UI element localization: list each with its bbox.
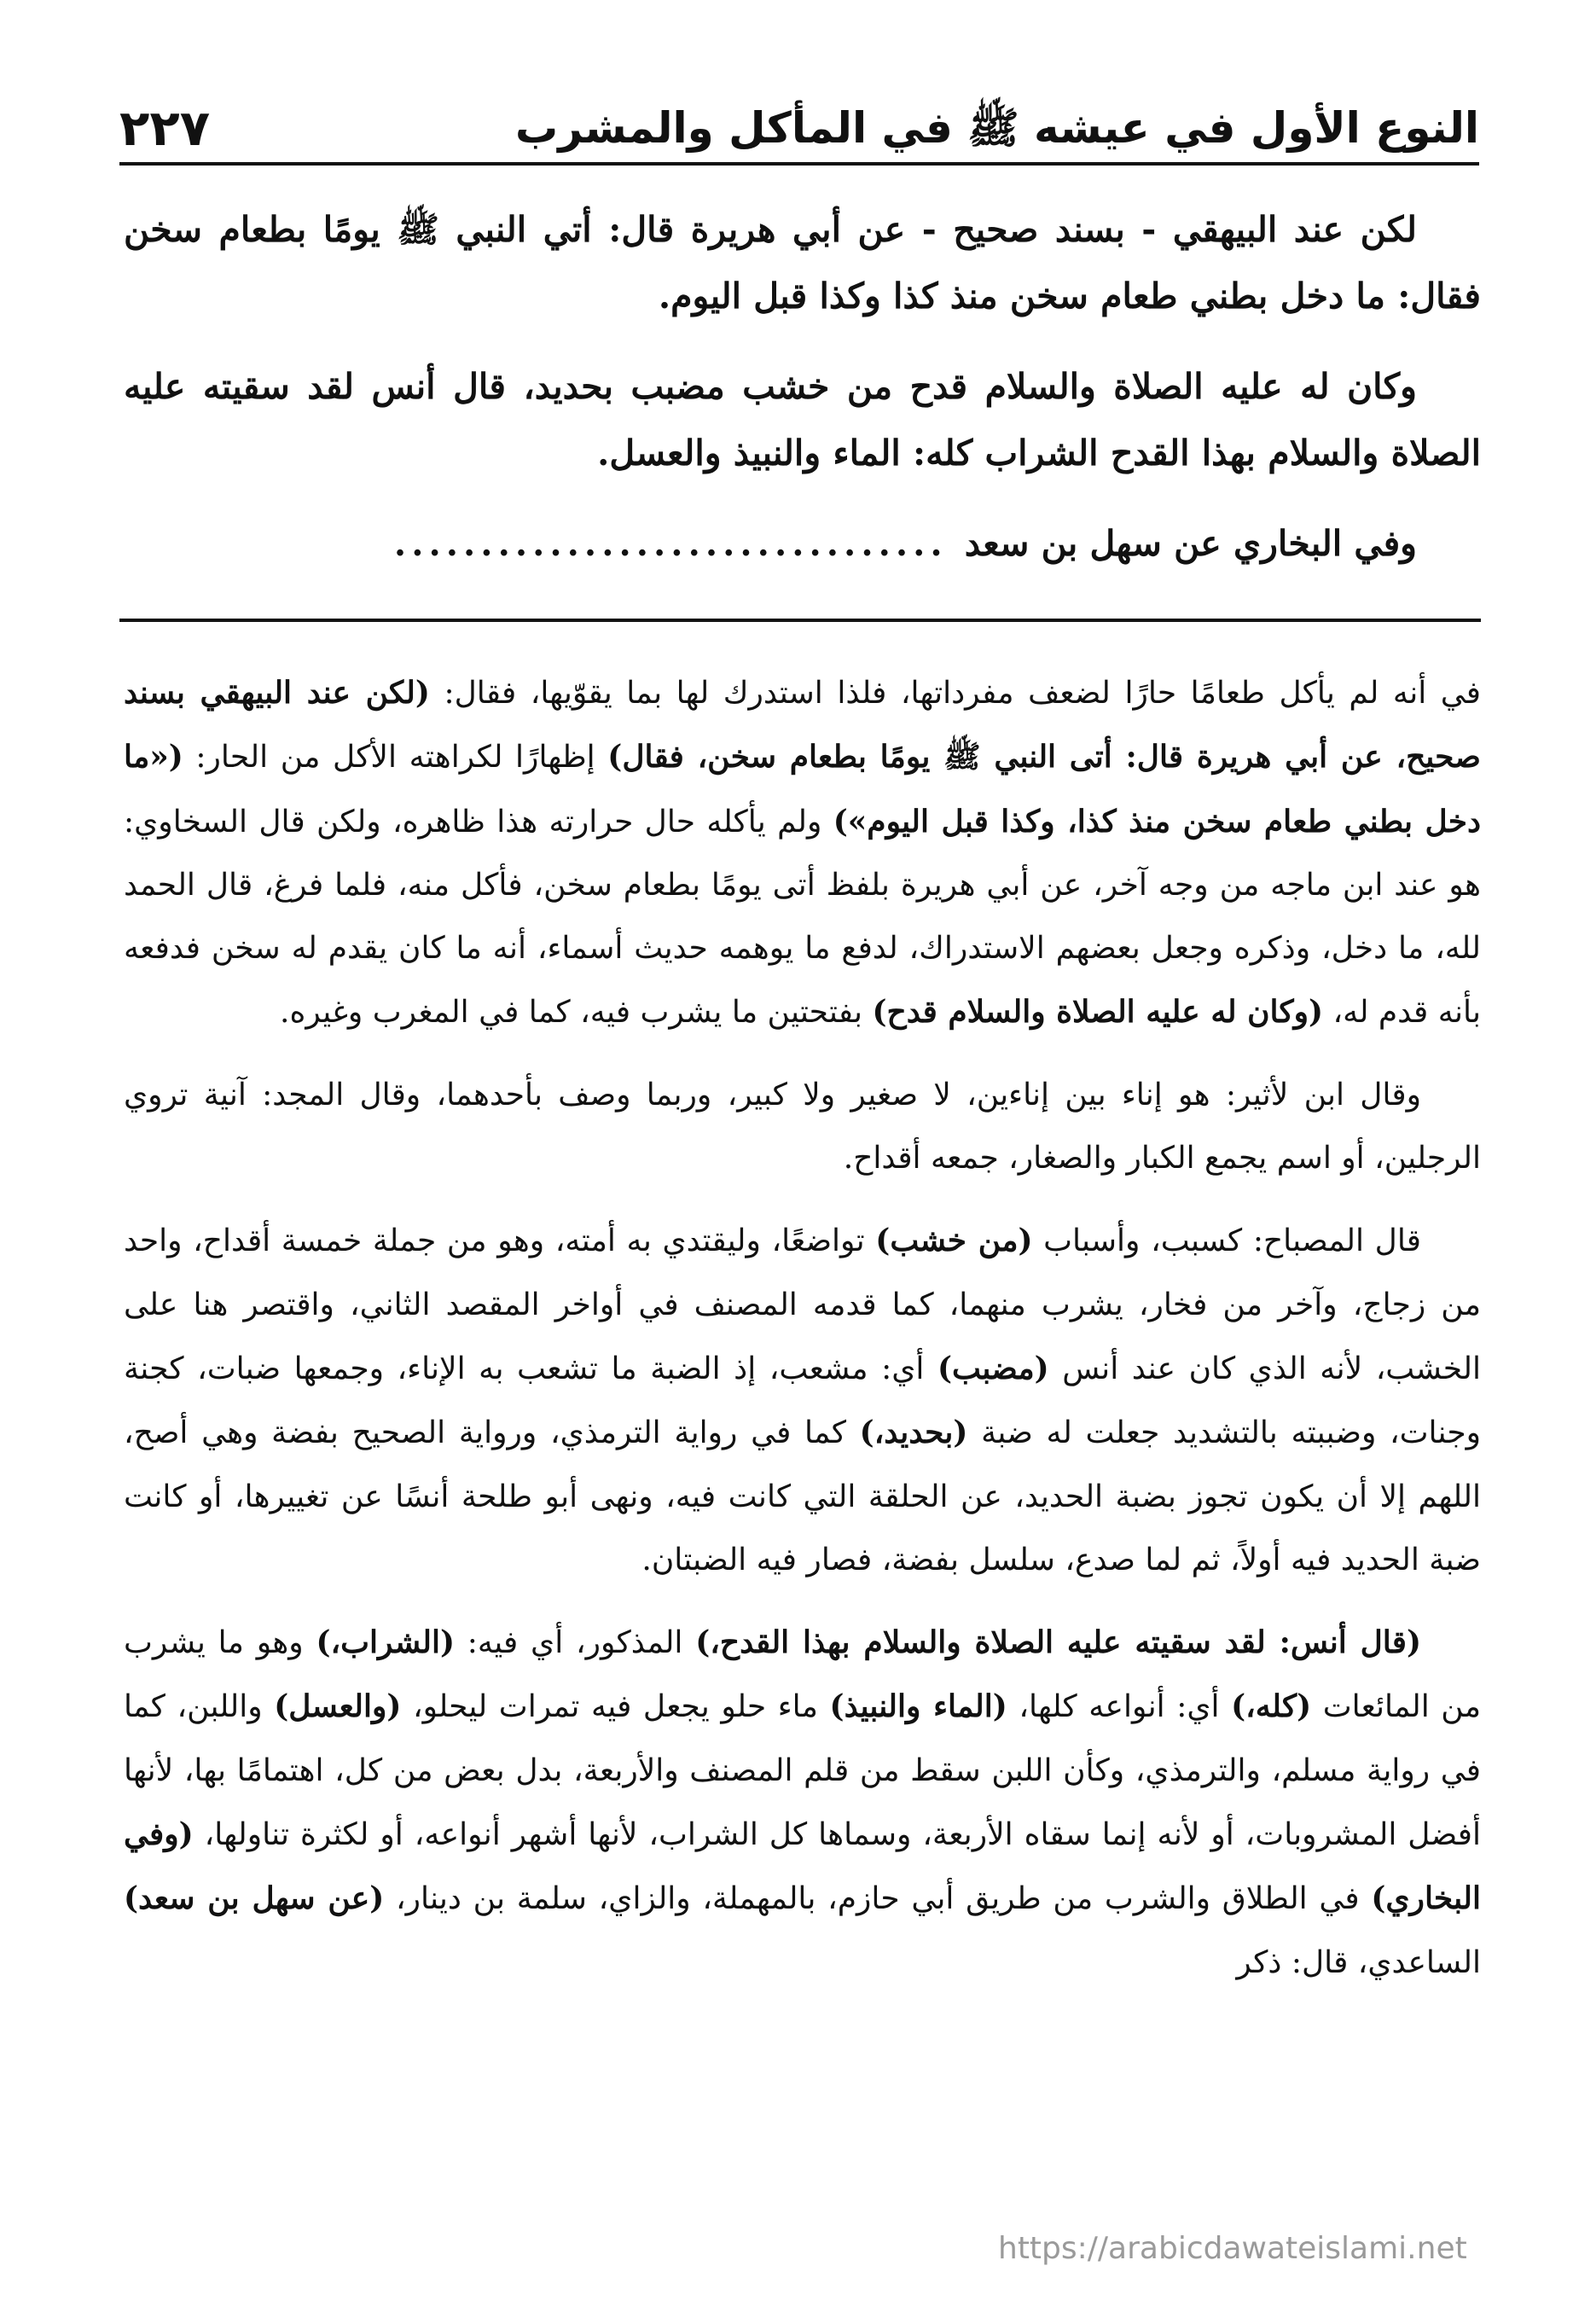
matn-quote: (بحديد،) (859, 1415, 968, 1451)
commentary-span: كما في رواية الترمذي، ورواية الصحيح بفضة وهي أصح، اللهم إلا أن يكون تجوز بضبة الحديد، عن الحلقة التي كانت فيه، ونهى أبو طلحة أنسًا عن تغييرها، أو كانت ضبة الحديد فيه أولاً، ثم لما صدع، سلسل بفضة، فصار فيه الضبتان. (124, 1415, 1481, 1577)
commentary-paragraph (124, 1209, 1481, 1592)
site-watermark: https://arabicdawateislami.net (998, 2231, 1467, 2266)
matn-quote: (عن سهل بن سعد) (124, 1880, 385, 1917)
matn-last-line: وفي البخاري عن سهل بن سعد (964, 523, 1417, 564)
commentary-paragraph (124, 661, 1481, 1045)
commentary-span: وهو ما يشرب من المائعات (124, 1625, 1481, 1725)
commentary-span: المذكور، أي فيه: (454, 1625, 696, 1661)
matn-quote: (الماء والنبيذ) (829, 1688, 1007, 1725)
matn-quote: (مضبب) (937, 1350, 1049, 1386)
continuation-dots: ................................ (393, 523, 948, 564)
matn-quote: (وكان له عليه الصلاة والسلام قدح) (872, 994, 1324, 1031)
commentary-span: أي: أنواعه كلها، (1007, 1689, 1232, 1725)
running-title: النوع الأول في عيشه ﷺ في المأكل والمشرب (515, 103, 1479, 153)
commentary-span: الساعدي، قال: ذكر (1236, 1944, 1481, 1980)
matn-text (124, 196, 1481, 601)
commentary-span: وقال ابن لأثير: هو إناء بين إناءين، لا صغير ولا كبير، وربما وصف بأحدهما، وقال المجد: آنية تروي الرجلين، أو اسم يجمع الكبار والصغار، جمعه أقداح. (124, 1077, 1481, 1177)
commentary-span: تواضعًا، وليقتدي به أمته، وهو من جملة خمسة أقداح، واحد من زجاج، وآخر من فخار، يشرب منهما، كما قدمه المصنف في أواخر المقصد الثاني، واقتصر هنا على الخشب، لأنه الذي كان عند أنس (124, 1223, 1481, 1386)
commentary-span: بفتحتين ما يشرب فيه، كما في المغرب وغيره. (280, 995, 873, 1031)
matn-quote: (والعسل) (274, 1688, 402, 1725)
matn-paragraph (124, 510, 1481, 577)
commentary-text (124, 661, 1481, 2013)
matn-quote: (من خشب) (875, 1223, 1033, 1259)
matn-quote: (وفي البخاري) (124, 1816, 1481, 1917)
commentary-span: ولم يأكله حال حرارته هذا ظاهره، ولكن قال السخاوي: هو عند ابن ماجه من وجه آخر، عن أبي هريرة بلفظ أتى يومًا بطعام سخن، فأكل منه، فلما فرغ، قال الحمد لله، ما دخل، وذكره وجعل بعضهم الاستدراك، لدفع ما يوهمه حديث أسماء، أنه ما كان يقدم له سخن فدفعه بأنه قدم له، (124, 804, 1481, 1031)
commentary-paragraph (124, 1064, 1481, 1191)
section-divider (119, 619, 1481, 622)
matn-quote: (كله،) (1231, 1688, 1312, 1725)
matn-paragraph: لكن عند البيهقي - بسند صحيح - عن أبي هريرة قال: أتي النبي ﷺ يومًا بطعام سخن فقال: ما دخل بطني طعام سخن منذ كذا وكذا قبل اليوم. (124, 209, 1481, 317)
matn-quote: (قال أنس: لقد سقيته عليه الصلاة والسلام بهذا القدح،) (695, 1624, 1422, 1661)
commentary-span: في أنه لم يأكل طعامًا حارًا لضعف مفرداتها، فلذا استدرك لها بما يقوّيها، فقال: (429, 676, 1481, 711)
commentary-paragraph (124, 1611, 1481, 1995)
commentary-span: ماء حلو يجعل فيه تمرات ليحلو، (401, 1689, 830, 1725)
matn-quote: («ما دخل بطني طعام سخن منذ كذا، وكذا قبل اليوم») (124, 739, 1482, 840)
matn-quote: (الشراب،) (316, 1624, 455, 1661)
matn-paragraph: وكان له عليه الصلاة والسلام قدح من خشب مضبب بحديد، قال أنس لقد سقيته عليه الصلاة والسلام بهذا القدح الشراب كله: الماء والنبيذ والعسل. (124, 366, 1481, 474)
commentary-span: واللبن، كما في رواية مسلم، والترمذي، وكأن اللبن سقط من قلم المصنف والأربعة، بدل بعض من كل، اهتمامًا بها، لأنها أفضل المشروبات، أو لأنه إنما سقاه الأربعة، وسماها كل الشراب، لأنها أشهر أنواعه، أو لكثرة تناولها، (124, 1689, 1481, 1853)
commentary-span: إظهارًا لكراهته الأكل من الحار: (183, 740, 608, 776)
page-header (119, 85, 1479, 166)
matn-quote: (لكن عند البيهقي بسند صحيح، عن أبي هريرة قال: أتى النبي ﷺ يومًا بطعام سخن، فقال) (124, 675, 1481, 776)
page-number: ٢٢٧ (119, 99, 211, 157)
commentary-span: أي: مشعب، إذ الضبة ما تشعب به الإناء، وجمعها ضبات، كجنة وجنات، وضببته بالتشديد جعلت له ضبة (124, 1351, 1482, 1451)
commentary-span: في الطلاق والشرب من طريق أبي حازم، بالمهملة، والزاي، سلمة بن دينار، (384, 1881, 1372, 1917)
commentary-span: قال المصباح: كسبب، وأسباب (1032, 1223, 1421, 1259)
